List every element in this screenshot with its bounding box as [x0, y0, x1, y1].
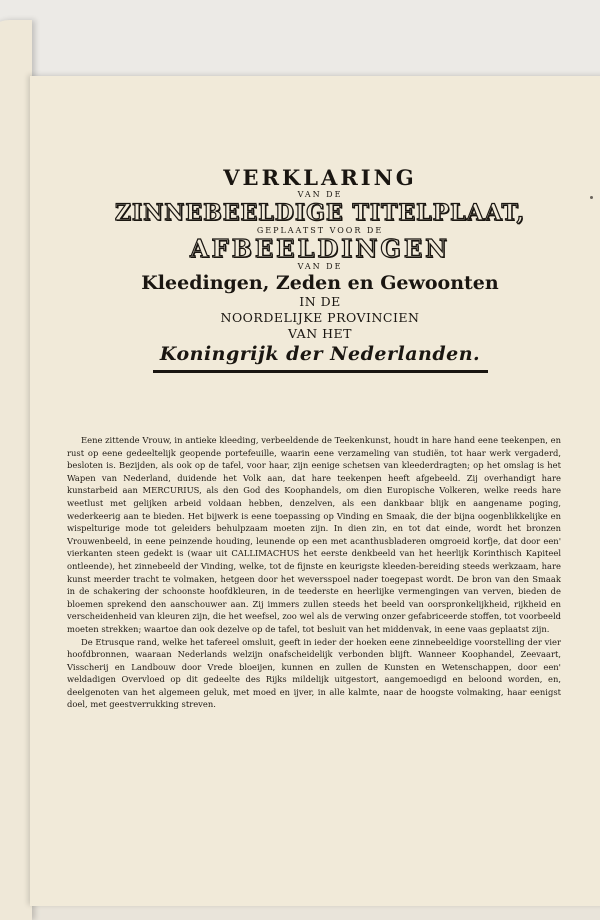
title-block — [30, 166, 600, 373]
previous-page-edge — [0, 20, 32, 920]
title-rule — [153, 370, 488, 373]
book-page — [30, 76, 600, 906]
title-koningrijk: Koningrijk der Nederlanden. — [159, 343, 481, 365]
title-in-de: IN DE — [299, 294, 341, 309]
title-zinnebeeldige: ZINNEBEELDIGE TITELPLAAT, — [114, 200, 526, 226]
title-van-het: VAN HET — [288, 326, 352, 341]
title-geplaatst: GEPLAATST VOOR DE — [256, 226, 384, 235]
title-verklaring: VERKLARING — [223, 165, 417, 190]
title-van-de-2: VAN DE — [297, 262, 343, 271]
paragraph: De Etrusque rand, welke het tafereel omsluit, geeft in ieder der hoeken eene zinnebeeldige voorstelling der vier hoofdbronnen, waaraan Nederlands welzijn onafscheidelijk verbonden blijft. Wanneer Koophandel, Zeevaart, Visscherij en Landbouw door Vrede bloeijen, kunnen en zullen de Kunsten en Wetenschappen, door een' weldadigen Overvloed op dit gedeelte des Rijks mildelijk uitgestort, aangemoedigd en beloond worden, en, deelgenoten van het algemeen geluk, met moed en ijver, in alle kalmte, naar de hoogste volmaking, haar eenigst doel, met geestverrukking streven. — [67, 636, 561, 710]
body-text — [67, 434, 561, 711]
title-afbeeldingen: AFBEELDINGEN — [189, 234, 451, 263]
title-van-de: VAN DE — [297, 190, 343, 199]
title-kleedingen: Kleedingen, Zeden en Gewoonten — [141, 272, 499, 294]
paragraph: Eene zittende Vrouw, in antieke kleeding, verbeeldende de Teekenkunst, houdt in hare hand eene teekenpen, en rust op eene gedeeltelijk geopende portefeuille, waarin eene verzameling van studiën, tot haar werk vergaderd, besloten is. Bezijden, als ook op de tafel, voor haar, zijn eenige schetsen van kleederdragten; op het omslag is het Wapen van Nederland, duidende het Volk aan, dat hare teekenpen heeft afgebeeld. Zij overhandigt hare kunstarbeid aan MERCURIUS, als den God des Koophandels, om dien Europische Volkeren, welke reeds hare weetlust met gelijken arbeid voldaan hebben, denzelven, als een dankbaar blijk en aangename poging, wederkeerig aan te bieden. Het bijwerk is eene toepassing op Vinding en Smaak, die der bijna oogenblikkelijke en wispelturige mode tot geleiders behulpzaam moeten zijn. In dien zin, en tot dat einde, wordt het bronzen Vrouwenbeeld, in eene peinzende houding, leunende op een met acanthusbladeren omgroeid korfje, dat door een' vierkanten steen gedekt is (waar uit CALLIMACHUS het eerste denkbeeld van het heerlijk Korinthisch Kapiteel ontleende), het zinnebeeld der Vinding, welke, tot de fijnste en keurigste kleeden-bereiding steeds werkzaam, hare kunst meerder tracht te volmaken, hetgeen door het weversspoel nader toegepast wordt. De bron van den Smaak in de schakering der schoonste hoofdkleuren, in de teederste en heerlijke vermengingen van verven, bieden de bloemen sprekend den aanschouwer aan. Zij immers zullen steeds het beeld van oorspronkelijkheid, rijkheid en verscheidenheid van kleuren zijn, die het weefsel, zoo wel als de verwing onzer gefabriceerde stoffen, tot voorbeeld moeten strekken; waartoe dan ook dezelve op de tafel, tot besluit van het middenvak, in eene vaas geplaatst zijn. — [67, 435, 561, 634]
title-noordelijke: NOORDELIJKE PROVINCIEN — [220, 310, 420, 325]
